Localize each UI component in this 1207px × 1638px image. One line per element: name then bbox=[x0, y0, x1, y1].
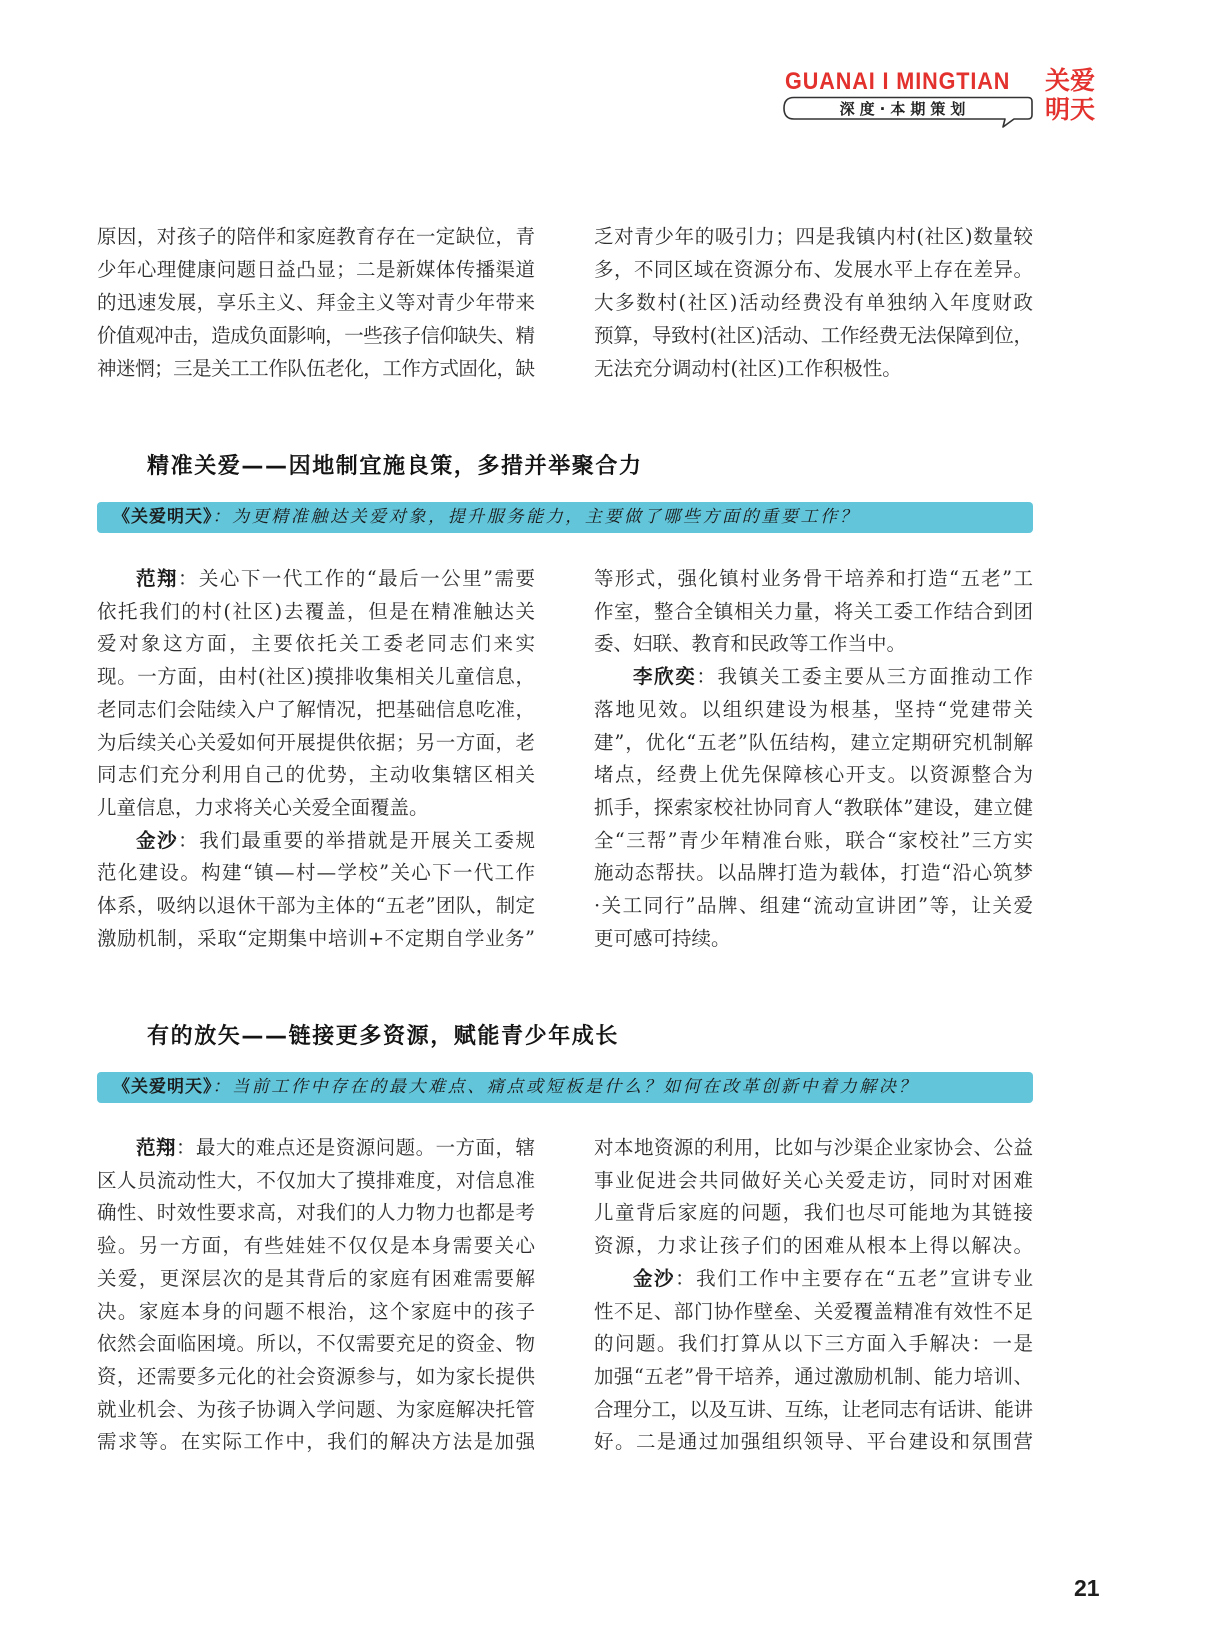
text-line bbox=[97, 889, 535, 922]
line-text: 少年心理健康问题日益凸显；二是新媒体传播渠道 bbox=[97, 258, 536, 281]
text-line bbox=[97, 758, 535, 791]
line-text: 堵点，经费上优先保障核心开支。以资源整合为 bbox=[594, 763, 1035, 787]
brand-cn-line: 关爱 bbox=[1045, 66, 1096, 95]
line-text: 落地见效。以组织建设为根基，坚持“党建带关 bbox=[594, 697, 1035, 721]
line-content bbox=[633, 660, 1035, 693]
line-text: ·关工同行”品牌、组建“流动宣讲团”等，让关爱 bbox=[594, 894, 1035, 917]
line-content bbox=[136, 824, 537, 857]
brand-cn-logo bbox=[1045, 66, 1101, 124]
text-line bbox=[594, 660, 1033, 693]
line-text: 价值观冲击，造成负面影响，一些孩子信仰缺失、精 bbox=[97, 324, 535, 347]
text-line bbox=[594, 627, 1033, 660]
line-text: 的迅速发展，享乐主义、拜金主义等对青少年带来 bbox=[97, 291, 536, 314]
line-text: 更可感可持续。 bbox=[594, 926, 731, 950]
line-text: 依托我们的村(社区)去覆盖，但是在精准触达关 bbox=[97, 599, 537, 623]
text-line bbox=[594, 286, 1033, 319]
text-line bbox=[97, 824, 535, 857]
line-text: 好。二是通过加强组织领导、平台建设和氛围营 bbox=[594, 1430, 1035, 1454]
brand-latin-title: GUANAI I MINGTIAN bbox=[785, 68, 1011, 95]
line-text: 同志们充分利用自己的优势，主动收集辖区相关 bbox=[97, 763, 537, 787]
line-text: 性不足、部门协作壁垒、关爱覆盖精准有效性不足 bbox=[594, 1299, 1034, 1323]
line-text: ：最大的难点还是资源问题。一方面，辖 bbox=[175, 1136, 536, 1159]
text-line bbox=[594, 758, 1033, 791]
speaker-name: 范翔 bbox=[136, 1136, 176, 1159]
line-content bbox=[594, 1327, 1034, 1360]
text-line bbox=[594, 1131, 1033, 1164]
line-content bbox=[594, 726, 1034, 759]
line-text: 决。家庭本身的问题不根治，这个家庭中的孩子 bbox=[97, 1299, 537, 1323]
line-content bbox=[594, 562, 1034, 595]
line-content bbox=[633, 1262, 1035, 1295]
line-content bbox=[594, 1360, 1033, 1393]
text-line bbox=[594, 1196, 1033, 1229]
line-text: 施动态帮扶。以品牌打造为载体，打造“沿心筑梦 bbox=[594, 861, 1034, 885]
section-heading: 有的放矢——链接更多资源，赋能青少年成长 bbox=[147, 1024, 620, 1049]
text-line bbox=[97, 1164, 535, 1197]
line-text: 为后续关心关爱如何开展提供依据；另一方面，老 bbox=[97, 730, 536, 754]
line-text: 等形式，强化镇村业务骨干培养和打造“五老”工 bbox=[594, 567, 1035, 590]
line-text: 范化建设。构建“镇—村—学校”关心下一代工作 bbox=[97, 861, 537, 885]
text-line bbox=[97, 319, 535, 352]
line-text: 建”，优化“五老”队伍结构，建立定期研究机制解 bbox=[594, 730, 1034, 754]
line-content bbox=[594, 758, 1034, 791]
line-text: 加强“五老”骨干培养，通过激励机制、能力培训、 bbox=[594, 1364, 1034, 1388]
line-text: ：我们最重要的举措就是开展关工委规 bbox=[178, 828, 537, 852]
line-content bbox=[97, 627, 538, 660]
text-line bbox=[97, 220, 535, 253]
line-text: 老同志们会陆续入户了解情况，把基础信息吃准， bbox=[97, 697, 536, 721]
line-content bbox=[97, 1360, 535, 1393]
speaker-name: 金沙 bbox=[633, 1266, 676, 1290]
text-line bbox=[97, 286, 535, 319]
text-line bbox=[594, 1327, 1033, 1360]
line-content bbox=[97, 1425, 536, 1458]
line-content bbox=[594, 693, 1035, 726]
line-content bbox=[97, 726, 535, 759]
text-line bbox=[97, 922, 535, 955]
text-line bbox=[594, 824, 1033, 857]
line-content bbox=[97, 922, 536, 955]
text-line bbox=[594, 595, 1033, 628]
line-content bbox=[97, 1196, 535, 1229]
line-content bbox=[594, 1295, 1033, 1328]
line-text: 儿童信息，力求将关心关爱全面覆盖。 bbox=[97, 795, 429, 819]
text-line bbox=[97, 856, 535, 889]
line-content bbox=[97, 595, 537, 628]
line-text: 的问题。我们打算从以下三方面入手解决：一是 bbox=[594, 1332, 1035, 1356]
line-content bbox=[97, 1229, 536, 1262]
line-content bbox=[594, 595, 1033, 628]
line-content bbox=[97, 791, 429, 824]
line-content bbox=[594, 1164, 1034, 1197]
line-text: 现。一方面，由村(社区)摸排收集相关儿童信息， bbox=[97, 665, 536, 689]
text-line bbox=[97, 253, 535, 286]
line-text: ：我镇关工委主要从三方面推动工作 bbox=[696, 665, 1035, 689]
text-line bbox=[594, 791, 1033, 824]
text-line bbox=[594, 562, 1033, 595]
text-line bbox=[97, 595, 535, 628]
line-text: 全“三帮”青少年精准台账，联合“家校社”三方实 bbox=[594, 828, 1035, 852]
line-text: 多，不同区域在资源分布、发展水平上存在差异。 bbox=[594, 258, 1034, 281]
line-text: 大多数村(社区)活动经费没有单独纳入年度财政 bbox=[594, 291, 1035, 314]
text-line bbox=[594, 1360, 1033, 1393]
line-text: 儿童背后家庭的问题，我们也尽可能地为其链接 bbox=[594, 1201, 1035, 1225]
text-line bbox=[97, 562, 535, 595]
line-content bbox=[97, 660, 536, 693]
line-text: 委、妇联、教育和民政等工作当中。 bbox=[594, 632, 907, 656]
line-text: 资源，力求让孩子们的困难从根本上得以解决。 bbox=[594, 1234, 1035, 1258]
text-line bbox=[97, 1360, 535, 1393]
text-line bbox=[594, 352, 1033, 385]
text-line bbox=[97, 726, 535, 759]
line-content bbox=[97, 1164, 535, 1197]
question-text: ：当前工作中存在的最大难点、痛点或短板是什么？如何在改革创新中着力解决？ bbox=[212, 1077, 919, 1097]
text-line bbox=[594, 889, 1033, 922]
text-line bbox=[97, 791, 535, 824]
line-content bbox=[97, 1327, 535, 1360]
text-line bbox=[97, 693, 535, 726]
speaker-name: 范翔 bbox=[136, 567, 178, 590]
line-content bbox=[594, 856, 1034, 889]
line-text: 原因，对孩子的陪伴和家庭教育存在一定缺位，青 bbox=[97, 225, 536, 248]
line-content bbox=[594, 352, 902, 385]
section-heading: 精准关爱——因地制宜施良策，多措并举聚合力 bbox=[147, 454, 643, 479]
line-text: 区人员流动性大，不仅加大了摸排难度，对信息准 bbox=[97, 1168, 536, 1192]
line-text: 无法充分调动村(社区)工作积极性。 bbox=[594, 357, 902, 380]
line-text: 合理分工，以及互讲、互练，让老同志有话讲、能讲 bbox=[594, 1397, 1033, 1421]
line-content bbox=[97, 319, 535, 352]
question-bar bbox=[97, 502, 1033, 533]
text-line bbox=[594, 1164, 1033, 1197]
text-line bbox=[594, 1393, 1033, 1426]
line-content bbox=[97, 856, 536, 889]
text-line bbox=[97, 1229, 535, 1262]
line-content bbox=[97, 286, 535, 319]
line-content bbox=[97, 889, 535, 922]
line-content bbox=[136, 1131, 535, 1164]
line-content bbox=[594, 922, 731, 955]
text-line bbox=[97, 1327, 535, 1360]
line-content bbox=[594, 627, 906, 660]
text-line bbox=[594, 726, 1033, 759]
text-line bbox=[97, 1131, 535, 1164]
line-text: ：我们工作中主要存在“五老”宣讲专业 bbox=[675, 1266, 1035, 1290]
text-line bbox=[594, 1229, 1033, 1262]
text-line bbox=[594, 220, 1033, 253]
line-content bbox=[97, 220, 535, 253]
text-line bbox=[97, 1196, 535, 1229]
line-content bbox=[97, 1393, 535, 1426]
text-line bbox=[97, 627, 538, 660]
question-text: ：为更精准触达关爱对象，提升服务能力，主要做了哪些方面的重要工作？ bbox=[212, 507, 860, 527]
line-content bbox=[97, 1295, 536, 1328]
text-line bbox=[594, 1425, 1033, 1458]
line-content bbox=[136, 562, 536, 595]
line-content bbox=[594, 1425, 1034, 1458]
line-text: 预算，导致村(社区)活动、工作经费无法保障到位， bbox=[594, 324, 1033, 347]
line-text: 需求等。在实际工作中，我们的解决方法是加强 bbox=[97, 1430, 537, 1454]
text-line bbox=[97, 1295, 535, 1328]
line-text: 对本地资源的利用，比如与沙渠企业家协会、公益 bbox=[594, 1136, 1034, 1159]
line-content bbox=[594, 220, 1034, 253]
question-bar bbox=[97, 1072, 1033, 1103]
text-line bbox=[97, 660, 535, 693]
text-line bbox=[97, 352, 535, 385]
text-line bbox=[97, 1425, 535, 1458]
line-text: 乏对青少年的吸引力；四是我镇内村(社区)数量较 bbox=[594, 225, 1034, 248]
line-content bbox=[97, 693, 535, 726]
line-content bbox=[97, 1262, 536, 1295]
text-line bbox=[594, 922, 1033, 955]
brand-cn-line: 明天 bbox=[1045, 95, 1096, 124]
line-content bbox=[97, 758, 536, 791]
question-source: 《关爱明天》 bbox=[113, 1077, 213, 1097]
line-content bbox=[594, 319, 1033, 352]
line-text: 体系，吸纳以退休干部为主体的“五老”团队，制定 bbox=[97, 894, 536, 917]
speaker-name: 李欣奕 bbox=[633, 665, 697, 689]
line-text: 确性、时效性要求高，对我们的人力物力也都是考 bbox=[97, 1201, 536, 1225]
line-content bbox=[594, 1131, 1033, 1164]
text-line bbox=[594, 319, 1033, 352]
line-text: 神迷惘；三是关工工作队伍老化，工作方式固化，缺 bbox=[97, 357, 535, 380]
line-content bbox=[594, 1393, 1033, 1426]
line-content bbox=[97, 253, 535, 286]
line-content bbox=[97, 352, 535, 385]
line-content bbox=[594, 1196, 1034, 1229]
line-text: 作室，整合全镇相关力量，将关工委工作结合到团 bbox=[594, 599, 1034, 623]
page-number: 21 bbox=[1074, 1575, 1100, 1601]
line-content bbox=[594, 889, 1034, 922]
line-text: 激励机制，采取“定期集中培训+不定期自学业务” bbox=[97, 926, 536, 950]
question-source: 《关爱明天》 bbox=[113, 507, 213, 527]
line-text: 关爱，更深层次的是其背后的家庭有困难需要解 bbox=[97, 1266, 537, 1290]
line-content bbox=[594, 1229, 1034, 1262]
line-text: 抓手，探索家校社协同育人“教联体”建设，建立健 bbox=[594, 795, 1034, 819]
line-text: 事业促进会共同做好关心关爱走访，同时对困难 bbox=[594, 1168, 1035, 1192]
line-text: ：关心下一代工作的“最后一公里”需要 bbox=[177, 567, 537, 590]
section-label: 深度·本期策划 bbox=[839, 100, 971, 118]
speaker-name: 金沙 bbox=[136, 828, 179, 852]
text-line bbox=[594, 856, 1033, 889]
line-text: 就业机会、为孩子协调入学问题、为家庭解决托管 bbox=[97, 1397, 536, 1421]
text-line bbox=[594, 1295, 1033, 1328]
text-line bbox=[594, 253, 1033, 286]
line-text: 依然会面临困境。所以，不仅需要充足的资金、物 bbox=[97, 1332, 536, 1356]
text-line bbox=[594, 1262, 1033, 1295]
text-line bbox=[594, 693, 1033, 726]
text-line bbox=[97, 1393, 535, 1426]
line-text: 资，还需要多元化的社会资源参与，如为家长提供 bbox=[97, 1364, 536, 1388]
text-line bbox=[97, 1262, 535, 1295]
line-content bbox=[594, 286, 1035, 319]
line-content bbox=[594, 791, 1033, 824]
line-content bbox=[594, 824, 1034, 857]
line-text: 爱对象这方面，主要依托关工委老同志们来实 bbox=[97, 632, 538, 656]
line-text: 验。另一方面，有些娃娃不仅仅是本身需要关心 bbox=[97, 1234, 537, 1258]
line-content bbox=[594, 253, 1033, 286]
